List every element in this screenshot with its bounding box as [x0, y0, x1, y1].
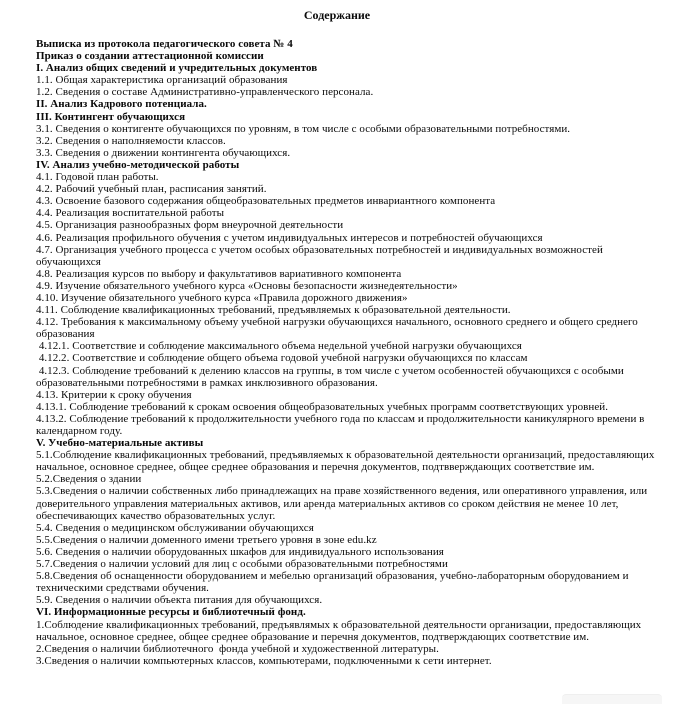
toc-line: I. Анализ общих сведений и учредительных документов	[36, 62, 318, 75]
toc-line: 4.5. Организация разнообразных форм внеурочной деятельности	[36, 219, 344, 232]
toc-line: 4.6. Реализация профильного обучения с учетом индивидуальных интересов и потребностей обучающихся	[36, 231, 543, 244]
toc-line: VI. Информационные ресурсы и библиотечный фонд.	[36, 606, 306, 619]
toc-line: 4.12. Требования к максимальному объему учебной нагрузки обучающихся начального, основного среднего и общего среднего образования	[36, 316, 641, 341]
toc-line: 5.9. Сведения о наличии объекта питания для обучающихся.	[36, 594, 323, 607]
page-title: Содержание	[303, 8, 371, 22]
toc-line: 5.4. Сведения о медицинском обслуживании обучающихся	[36, 521, 314, 534]
toc-line: 4.11. Соблюдение квалификационных требований, предъявляемых к образовательной деятельности.	[36, 304, 511, 317]
toc-line: 4.4. Реализация воспитательной работы	[36, 207, 225, 220]
toc-line: Выписка из протокола педагогического совета № 4	[36, 38, 293, 50]
toc-line: 5.5.Сведения о наличии доменного имени третьего уровня в зоне edu.kz	[36, 533, 377, 546]
scan-artifact	[562, 694, 662, 704]
toc-line: 4.9. Изучение обязательного учебного курса «Основы безопасности жизнедеятельности»	[36, 279, 458, 292]
toc-line: 5.7.Сведения о наличии условий для лиц с особыми образовательными потребностями	[36, 558, 448, 571]
toc-line: 5.6. Сведения о наличии оборудованных шкафов для индивидуального использования	[36, 545, 444, 558]
toc-line: 3.2. Сведения о наполняемости классов.	[36, 134, 226, 147]
table-of-contents	[36, 38, 656, 667]
toc-line: 4.12.3. Соблюдение требований к делению классов на группы, в том числе с учетом особенностей обучающихся с особыми образовательными потребностями в рамках инклюзивного образования.	[36, 364, 627, 389]
toc-line: 1.Соблюдение квалификационных требований, предъявлямых к образовательной деятельности организации, предоставляющих начальное, основное среднее, общее среднее образование и перечня документов, подтверждающих соответствие им.	[36, 618, 645, 643]
toc-line: 4.13. Критерии к сроку обучения	[36, 388, 192, 401]
toc-line: Приказ о создании аттестационной комиссии	[36, 50, 264, 63]
toc-line: 4.3. Освоение базового содержания общеобразовательных предметов инвариантного компонента	[36, 195, 496, 208]
toc-line: 4.12.2. Соответствие и соблюдение общего объема годовой учебной нагрузки обучающихся по классам	[36, 352, 528, 365]
toc-line: 3.1. Сведения о контигенте обучающихся по уровням, в том числе с особыми образовательными потребностями.	[36, 122, 571, 135]
toc-line: 5.8.Сведения об оснащенности оборудованием и мебелью организаций образования, учебно-лабораторным оборудованием и техническими средствами обучения.	[36, 570, 632, 595]
toc-line: IV. Анализ учебно-методической работы	[36, 158, 240, 171]
toc-line: 4.2. Рабочий учебный план, расписания занятий.	[36, 183, 267, 196]
toc-line: 4.10. Изучение обязательного учебного курса «Правила дорожного движения»	[36, 291, 408, 304]
toc-line: 4.8. Реализация курсов по выбору и факультативов вариативного компонента	[36, 267, 402, 280]
toc-line: 5.3.Сведения о наличии собственных либо принадлежащих на праве хозяйственного ведения, или оперативного управления, или доверительного управления материальных активов, или аренда материальных активов со сроком действия не менее 10 лет, обеспечивающих качество образовательных услуг.	[36, 485, 650, 522]
toc-line: 5.1.Соблюдение квалификационных требований, предъявляемых к образовательной деятельности организаций, предоставляющих начальное, основное среднее, общее среднее образования и перечня документов, подтвверждающих соответствие им.	[36, 449, 658, 474]
toc-line: 1.1. Общая характеристика организаций образования	[36, 74, 288, 87]
toc-line: 5.2.Сведения о здании	[36, 473, 142, 486]
toc-line: 4.12.1. Соответствие и соблюдение максимального объема недельной учебной нагрузки обучающихся	[36, 340, 522, 353]
toc-line: 2.Сведения о наличии библиотечного фонда учебной и художественной литературы.	[36, 642, 439, 655]
toc-line: 4.13.1. Соблюдение требований к срокам освоения общеобразовательных учебных программ соответствующих уровней.	[36, 400, 609, 413]
toc-line: 4.13.2. Соблюдение требований к продолжительности учебного года по классам и продолжительности каникулярного времени в календарном году.	[36, 412, 648, 437]
toc-line: V. Учебно-материальные активы	[36, 437, 204, 450]
toc-line: 4.1. Годовой план работы.	[36, 171, 159, 184]
toc-line: 4.7. Организация учебного процесса с учетом особых образовательных потребностей и индивидуальных возможностей обучающихся	[36, 243, 606, 268]
toc-line: II. Анализ Кадрового потенциала.	[36, 98, 207, 111]
toc-line: III. Контингент обучающихся	[36, 110, 186, 123]
toc-line: 3.Сведения о наличии компьютерных классов, компьютерами, подключенными к сети интернет.	[36, 654, 492, 667]
toc-line: 3.3. Сведения о движении контингента обучающихся.	[36, 146, 291, 159]
toc-line: 1.2. Сведения о составе Административно-управленческого персонала.	[36, 86, 374, 99]
